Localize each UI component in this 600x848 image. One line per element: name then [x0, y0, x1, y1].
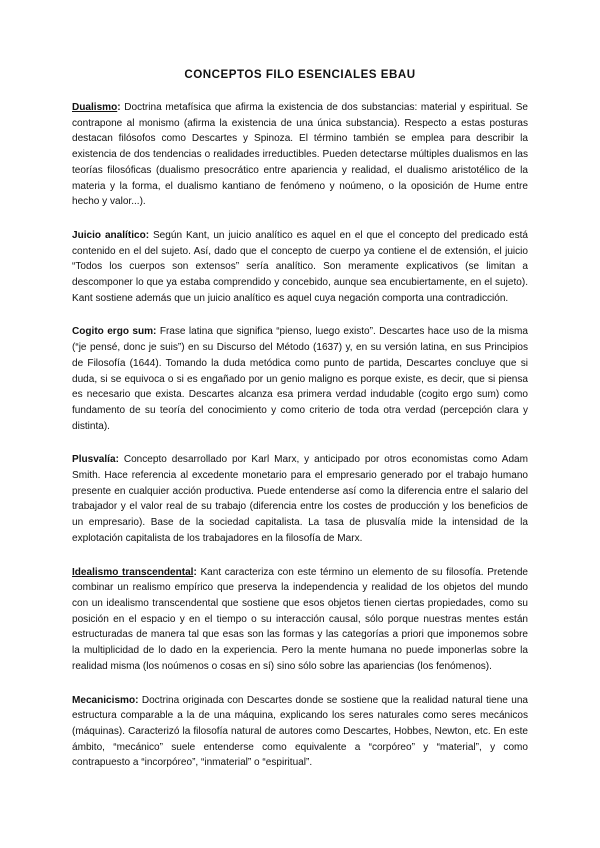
entry-term: Plusvalía: [72, 454, 119, 466]
entry-plusvalia [72, 452, 528, 546]
entry-definition: Kant caracteriza con este término un elemento de su filosofía. Pretende combinar un realismo empírico que preserva la independencia y realidad de los objetos del mundo con un idealismo transcendental que sostiene que esos objetos tienen ciertas propiedades, como su posición en el espacio y en el tiempo o su interacción causal, sólo porque nuestras mentes están estructuradas de manera tal que esas son las formas y las categorías a priori que imponemos sobre la multiplicidad de lo dado en la experiencia. Pero la mente humana no puede imponerlas sobre la realidad misma (los noúmenos o cosas en sí) sino sólo sobre las apariencias (los fenómenos). [72, 566, 528, 672]
entry-definition: Frase latina que significa “pienso, luego existo”. Descartes hace uso de la misma (“je pensé, donc je suis”) en su Discurso del Método (1637) y, en su versión latina, en sus Principios de Filosofía (1644). Tomando la duda metódica como punto de partida, Descartes concluye que si duda, si se equivoca o si es engañado por un genio maligno es porque existe, es decir, que si piensa es necesario que exista. Descartes alcanza esa primera verdad indudable (cogito ergo sum) como fundamento de su teoría del conocimiento y como criterio de toda otra verdad (percepción clara y distinta). [72, 326, 528, 432]
entry-cogito-ergo-sum [72, 324, 528, 434]
entry-dualismo [72, 100, 528, 210]
entry-separator: : [193, 566, 197, 578]
entry-term: Juicio analítico: [72, 229, 150, 241]
entry-separator: : [117, 102, 121, 113]
entry-idealismo-transcendental [72, 565, 528, 675]
entry-definition: Concepto desarrollado por Karl Marx, y anticipado por otros economistas como Adam Smith. Hace referencia al excedente monetario para el empresario generado por el trabajo humano presente en cualquier acción productiva. Puede entenderse así como la diferencia entre el salario del trabajador y el valor real de su trabajo (diferencia entre los costes de producción y los beneficios de un empresario). Base de la sociedad capitalista. La tasa de plusvalía mide la intensidad de la explotación capitalista de los trabajadores en la filosofía de Marx. [72, 454, 528, 544]
entry-definition: Según Kant, un juicio analítico es aquel en el que el concepto del predicado está contenido en el del sujeto. Así, dado que el concepto de cuerpo ya contiene el de extensión, el juicio “Todos los cuerpos son extensos” sería analítico. Son meramente explicativos (se limitan a descomponer lo que ya estaba comprendido y concebido, aunque sea encubiertamente, en el sujeto). Kant sostiene además que un juicio analítico es aquel cuya negación comporta una contradicción. [72, 229, 528, 304]
document-title: CONCEPTOS FILO ESENCIALES EBAU [184, 68, 416, 81]
entry-mecanicismo [72, 693, 528, 772]
document-page [72, 68, 528, 789]
entry-term: Mecanicismo: [72, 694, 139, 706]
entry-definition: Doctrina metafísica que afirma la existencia de dos substancias: material y espiritual. Se contrapone al monismo (afirma la existencia de una única substancia). Respecto a estas posturas destacan filósofos como Descartes y Spinoza. El término también se emplea para describir la existencia de dos tendencias o realidades irreductibles. Pueden detectarse múltiples dualismos en las teorías filosóficas (dualismo presocrático entre apariencia y realidad, el dualismo aristotélico de la materia y la forma, el dualismo kantiano de fenómeno y noúmeno, o la oposición de Hume entre hecho y valor...). [72, 102, 528, 208]
entry-definition: Doctrina originada con Descartes donde se sostiene que la realidad natural tiene una estructura comparable a la de una máquina, explicando los seres naturales como seres mecánicos (máquinas). Caracterizó la filosofía natural de autores como Descartes, Hobbes, Newton, etc. En este ámbito, “mecánico” suele entenderse como equivalente a “corpóreo” y “material”, y como contrapuesto a “incorpóreo”, “inmaterial” o “espiritual”. [72, 694, 528, 769]
entry-juicio-analitico [72, 228, 528, 307]
entry-term: Idealismo transcendental [72, 566, 194, 578]
entry-term: Dualismo [72, 102, 118, 113]
entry-term: Cogito ergo sum: [72, 326, 157, 338]
